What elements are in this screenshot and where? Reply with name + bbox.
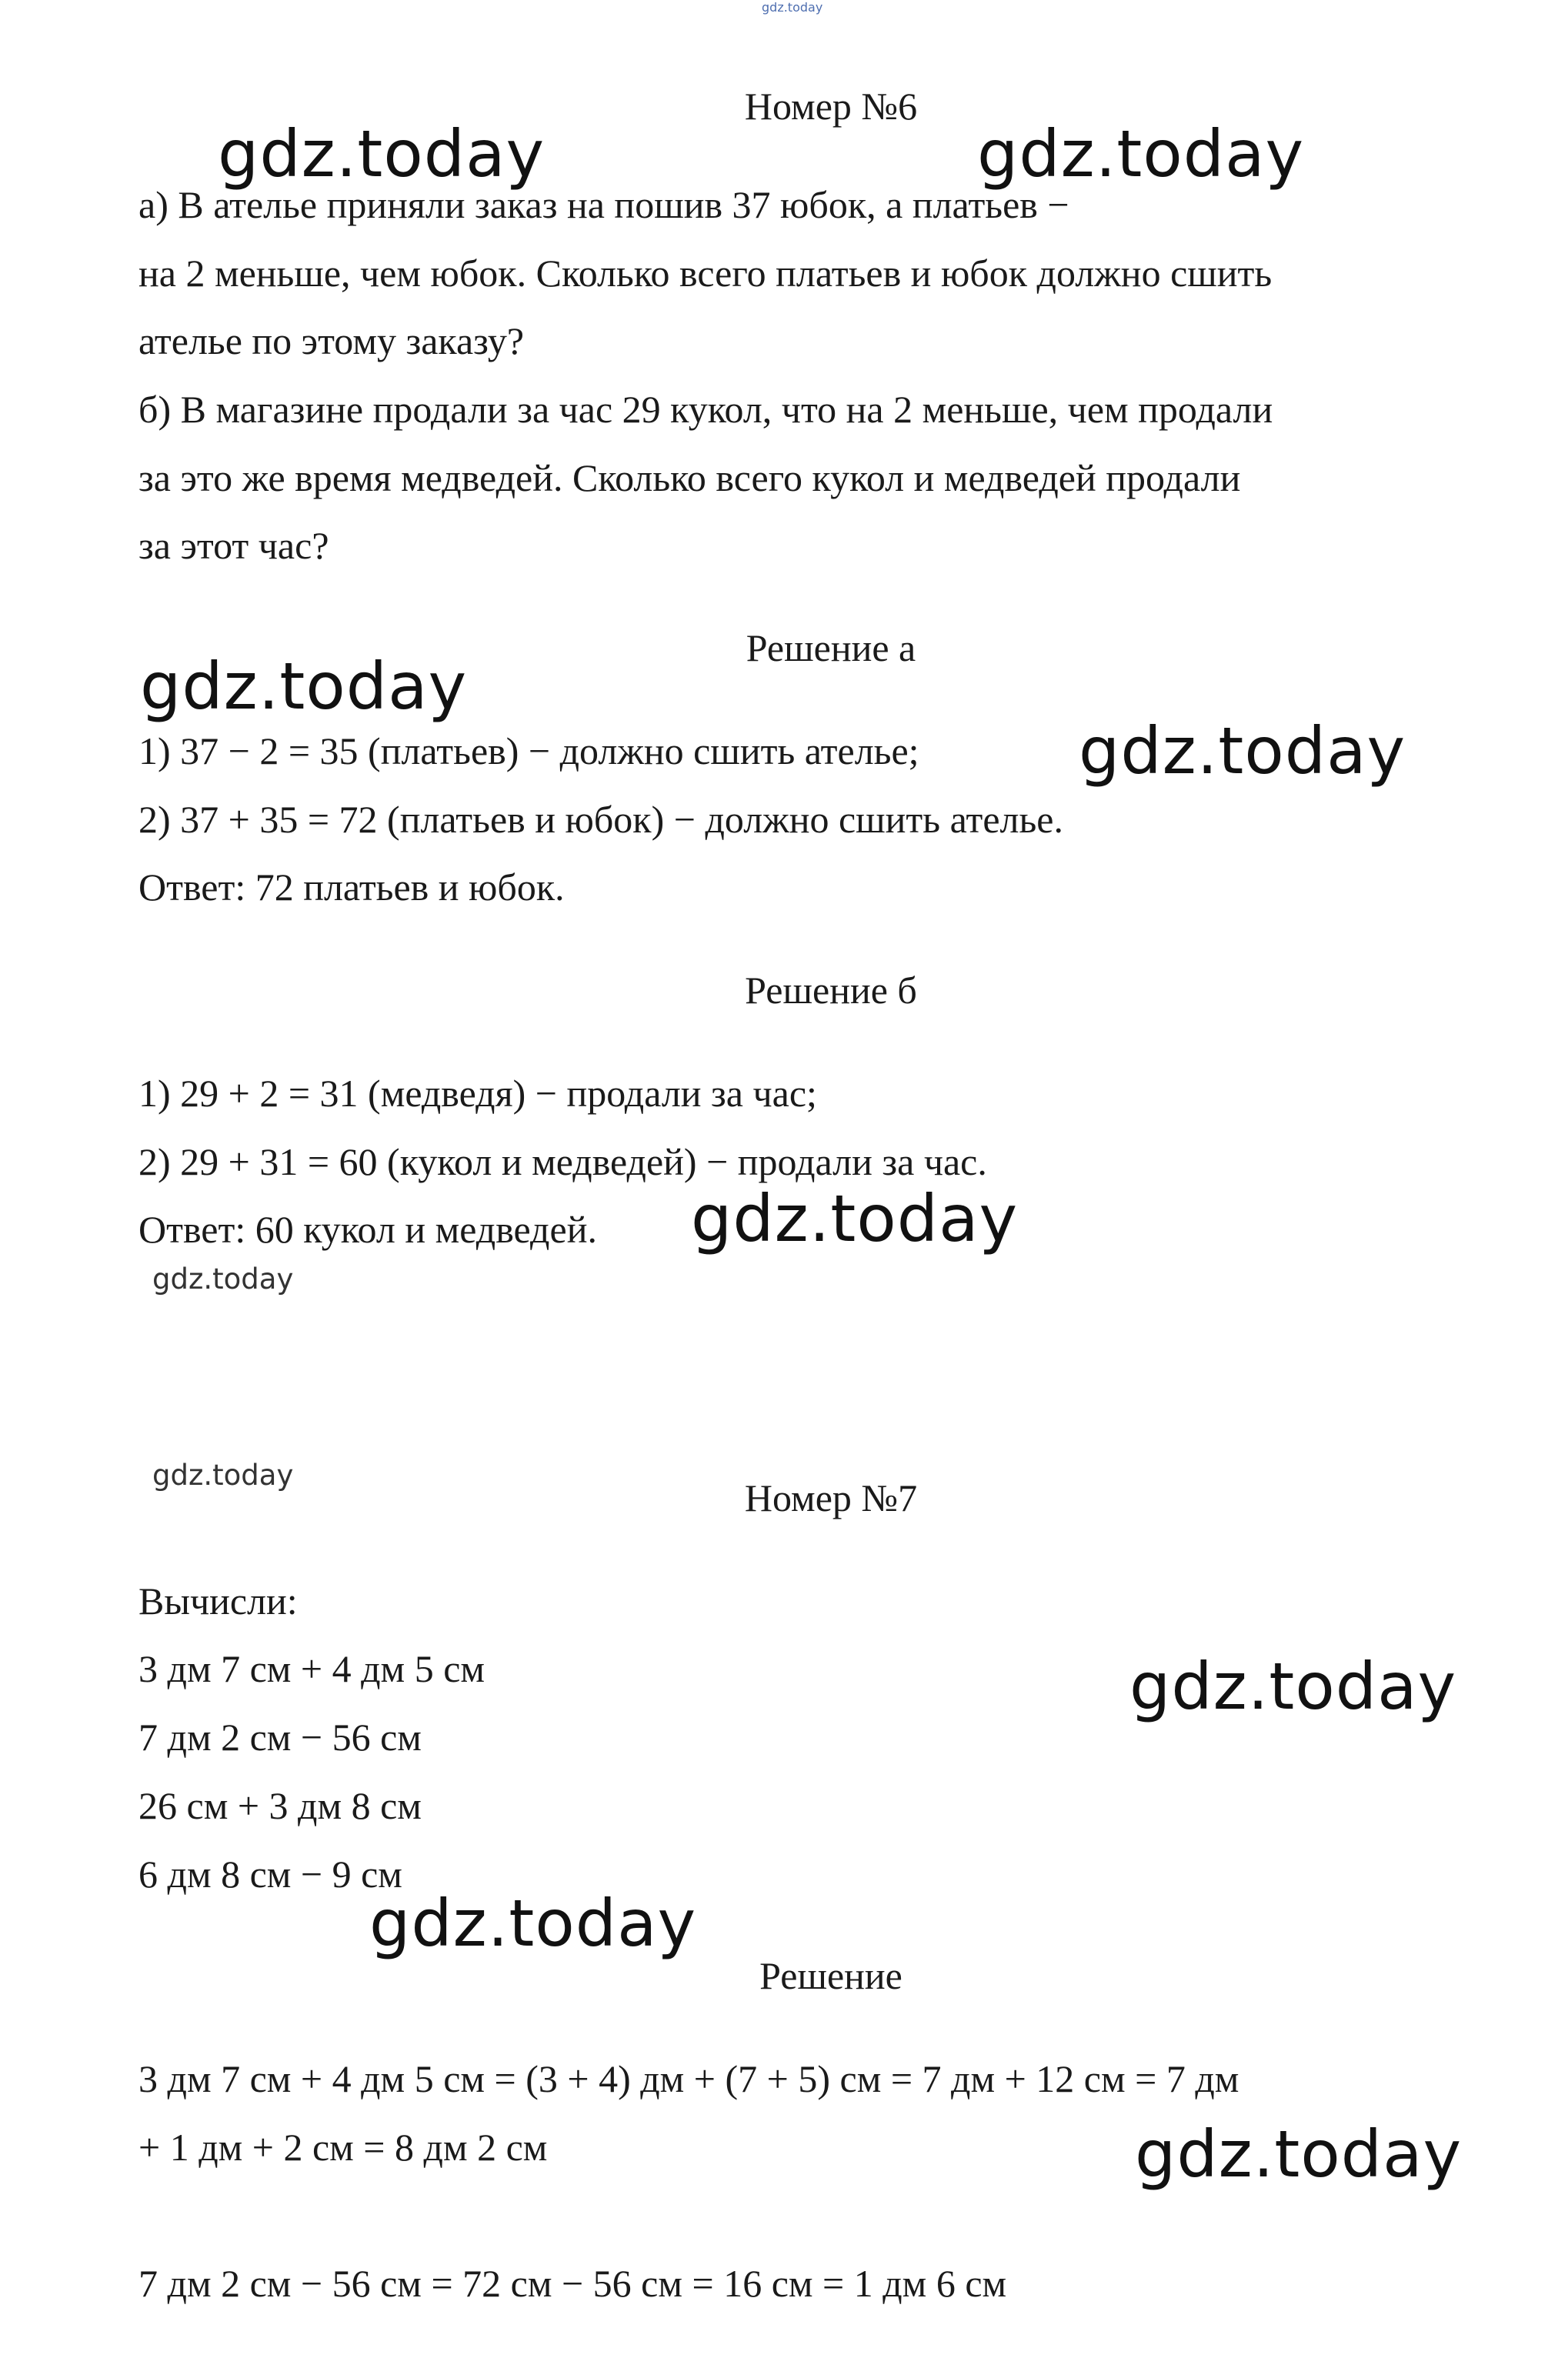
- watermark-top: gdz.today: [762, 0, 823, 15]
- task7-problem-line: 26 см + 3 дм 8 см: [138, 1784, 422, 1827]
- watermark: gdz.today: [977, 116, 1305, 192]
- watermark: gdz.today: [152, 1459, 294, 1492]
- task6-problem-line: за этот час?: [138, 524, 329, 567]
- task7-problem-line: 3 дм 7 см + 4 дм 5 см: [138, 1647, 485, 1690]
- task6-solution-b-answer: Ответ: 60 кукол и медведей.: [138, 1208, 597, 1251]
- watermark: gdz.today: [218, 116, 545, 192]
- task7-problem-line: 7 дм 2 см − 56 см: [138, 1716, 422, 1759]
- task6-solution-b-title: Решение б: [745, 969, 917, 1012]
- watermark: gdz.today: [140, 649, 468, 724]
- task7-solution-line: 3 дм 7 см + 4 дм 5 см = (3 + 4) дм + (7 + 5) см = 7 дм + 12 см = 7 дм: [138, 2057, 1239, 2100]
- task6-problem-line: ателье по этому заказу?: [138, 319, 525, 362]
- task6-solution-a-line: 1) 37 − 2 = 35 (платьев) − должно сшить ателье;: [138, 729, 919, 772]
- watermark: gdz.today: [691, 1181, 1019, 1256]
- task7-title: Номер №7: [744, 1476, 918, 1519]
- task6-solution-a-line: 2) 37 + 35 = 72 (платьев и юбок) − должно сшить ателье.: [138, 798, 1063, 841]
- task7-problem-line: 6 дм 8 см − 9 см: [138, 1853, 402, 1896]
- task6-title: Номер №6: [744, 85, 918, 128]
- watermark: gdz.today: [1079, 713, 1406, 789]
- watermark: gdz.today: [1135, 2116, 1463, 2192]
- task7-solution-title: Решение: [759, 1954, 902, 1997]
- task6-problem-line: а) В ателье приняли заказ на пошив 37 юбок, а платьев −: [138, 183, 1069, 226]
- watermark: gdz.today: [152, 1262, 294, 1296]
- task6-problem-line: за это же время медведей. Сколько всего кукол и медведей продали: [138, 456, 1241, 499]
- watermark: gdz.today: [369, 1886, 697, 1961]
- watermark: gdz.today: [1129, 1649, 1457, 1724]
- task7-problem-line: Вычисли:: [138, 1579, 298, 1623]
- task6-solution-b-line: 1) 29 + 2 = 31 (медведя) − продали за час;: [138, 1072, 817, 1115]
- task7-solution-line: 7 дм 2 см − 56 см = 72 см − 56 см = 16 см = 1 дм 6 см: [138, 2262, 1007, 2305]
- task6-problem-line: на 2 меньше, чем юбок. Сколько всего платьев и юбок должно сшить: [138, 252, 1273, 295]
- task6-solution-b-line: 2) 29 + 31 = 60 (кукол и медведей) − продали за час.: [138, 1140, 987, 1183]
- task6-solution-a-title: Решение а: [746, 626, 916, 669]
- task7-solution-line: + 1 дм + 2 см = 8 дм 2 см: [138, 2126, 548, 2169]
- task6-problem-line: б) В магазине продали за час 29 кукол, что на 2 меньше, чем продали: [138, 388, 1273, 431]
- task6-solution-a-answer: Ответ: 72 платьев и юбок.: [138, 865, 565, 909]
